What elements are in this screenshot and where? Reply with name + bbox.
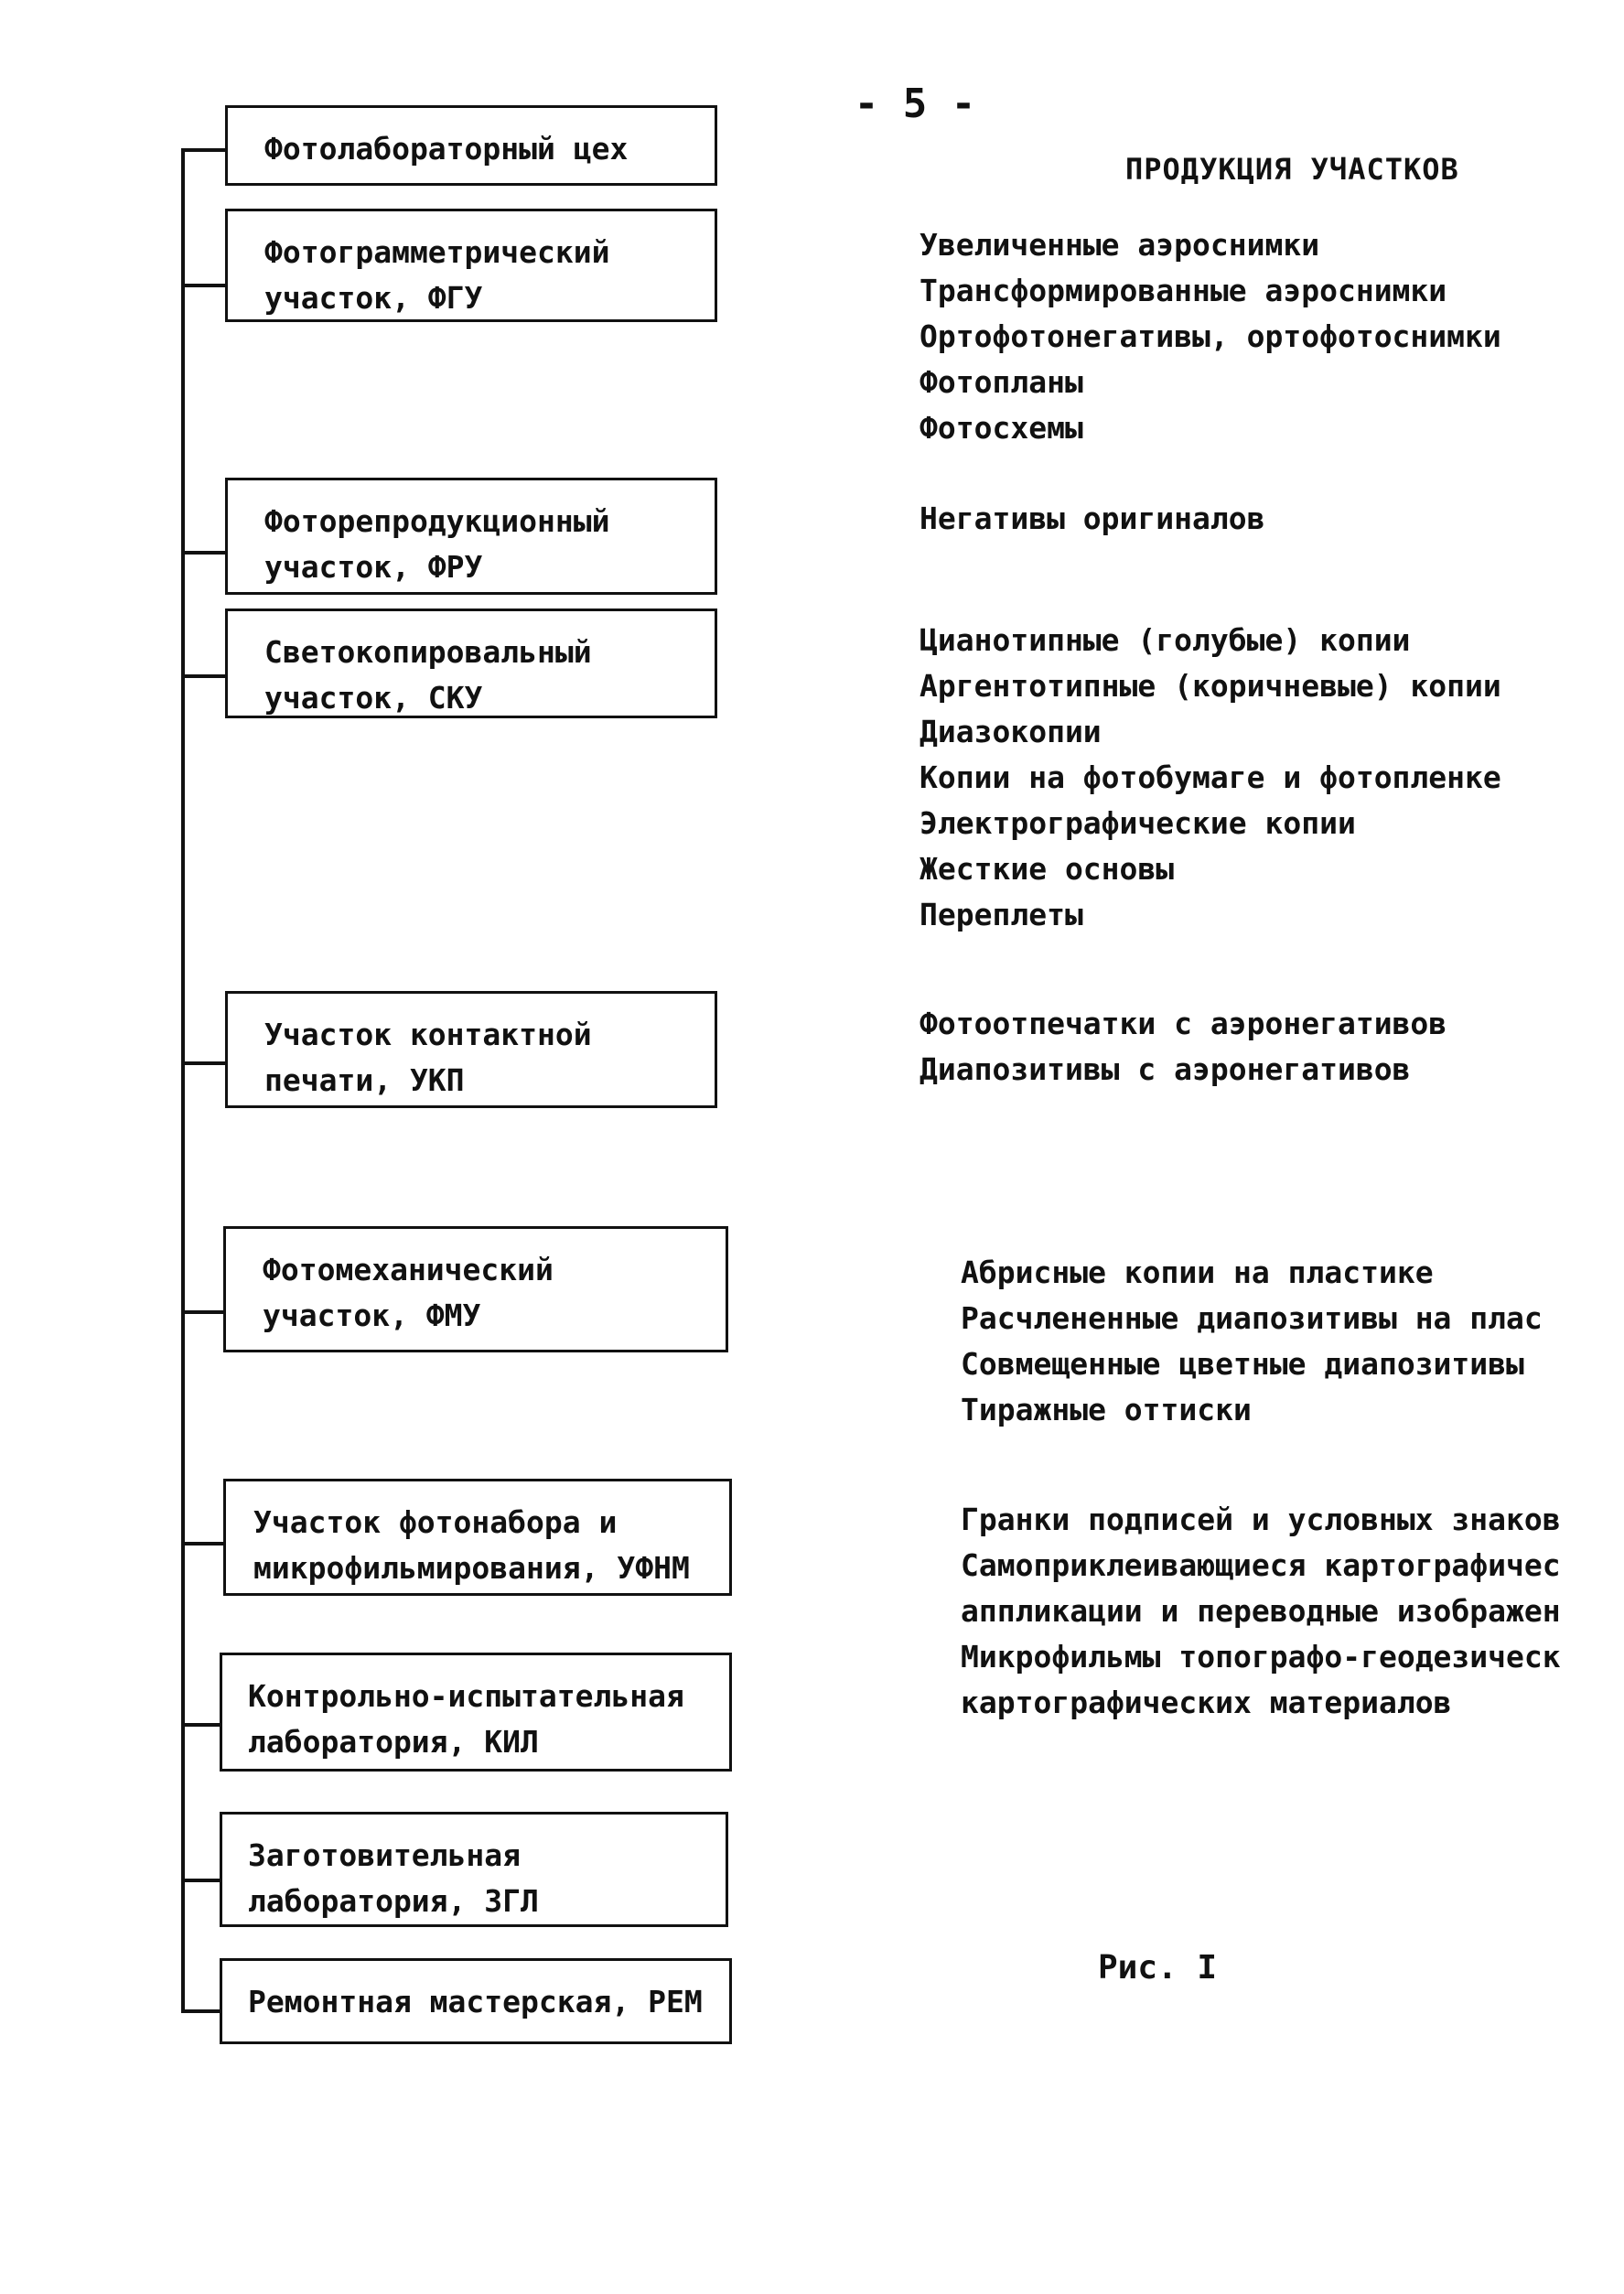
product-item: Совмещенные цветные диапозитивы <box>961 1346 1524 1382</box>
unit-name: Фотомеханический <box>263 1252 554 1287</box>
unit-name: печати, УКП <box>264 1062 465 1098</box>
product-item: Фотопланы <box>920 364 1083 400</box>
product-item: Жесткие основы <box>920 851 1175 887</box>
products-fru <box>920 496 1265 542</box>
connector <box>181 148 227 152</box>
figure-caption: Рис. I <box>1098 1949 1218 1987</box>
products-ukp <box>920 1001 1447 1093</box>
connector <box>181 674 227 678</box>
product-item: Цианотипные (голубые) копии <box>920 622 1411 658</box>
unit-box-zgl <box>220 1812 728 1927</box>
unit-name: Контрольно-испытательная <box>248 1678 684 1714</box>
unit-box-ukp <box>225 991 717 1108</box>
page-number: - 5 - <box>854 81 976 127</box>
products-heading: ПРОДУКЦИЯ УЧАСТКОВ <box>1125 152 1459 187</box>
unit-name: лаборатория, ЗГЛ <box>248 1883 539 1919</box>
product-item: Тиражные оттиски <box>961 1392 1252 1427</box>
unit-name: участок, СКУ <box>264 680 483 716</box>
connector <box>181 551 227 555</box>
unit-box-rem <box>220 1958 732 2044</box>
product-item: Аргентотипные (коричневые) копии <box>920 668 1501 704</box>
unit-name: участок, ФМУ <box>263 1298 481 1333</box>
product-item: Увеличенные аэроснимки <box>920 227 1320 263</box>
product-item: Гранки подписей и условных знаков <box>961 1502 1561 1537</box>
unit-box-photolab <box>225 105 717 186</box>
product-item: Диапозитивы с аэронегативов <box>920 1051 1411 1087</box>
product-item: Негативы оригиналов <box>920 501 1265 536</box>
product-item: картографических материалов <box>961 1685 1452 1720</box>
connector <box>181 284 227 287</box>
trunk-line <box>181 148 185 2013</box>
product-item: Самоприклеивающиеся картографичес <box>961 1547 1561 1583</box>
connector <box>181 1879 223 1882</box>
products-ufnm <box>961 1497 1561 1726</box>
unit-name: Заготовительная <box>248 1837 522 1873</box>
unit-name: Светокопировальный <box>264 634 592 670</box>
product-item: Копии на фотобумаге и фотопленке <box>920 759 1501 795</box>
product-item: Абрисные копии на пластике <box>961 1255 1434 1290</box>
product-item: Расчлененные диапозитивы на плас <box>961 1300 1543 1336</box>
product-item: Микрофильмы топографо-геодезическ <box>961 1639 1561 1675</box>
product-item: Ортофотонегативы, ортофотоснимки <box>920 318 1501 354</box>
connector <box>181 1061 227 1065</box>
products-fgu <box>920 222 1501 451</box>
unit-name: Участок контактной <box>264 1017 592 1052</box>
unit-box-sku <box>225 609 717 718</box>
unit-box-kil <box>220 1653 732 1772</box>
product-item: Фотоотпечатки с аэронегативов <box>920 1006 1447 1041</box>
unit-name: участок, ФГУ <box>264 280 483 316</box>
product-item: Переплеты <box>920 897 1083 932</box>
products-fmu <box>961 1250 1543 1433</box>
unit-box-fru <box>225 478 717 595</box>
product-item: аппликации и переводные изображен <box>961 1593 1561 1629</box>
unit-name: участок, ФРУ <box>264 549 483 585</box>
unit-name: лаборатория, КИЛ <box>248 1724 539 1760</box>
product-item: Трансформированные аэроснимки <box>920 273 1447 308</box>
unit-box-ufnm <box>223 1479 732 1596</box>
unit-box-fmu <box>223 1226 728 1352</box>
unit-name: Фоторепродукционный <box>264 503 610 539</box>
product-item: Электрографические копии <box>920 805 1356 841</box>
unit-name: микрофильмирования, УФНМ <box>253 1550 690 1586</box>
connector <box>181 1723 223 1727</box>
unit-name: Фотограмметрический <box>264 234 610 270</box>
product-item: Фотосхемы <box>920 410 1083 446</box>
unit-name: Участок фотонабора и <box>253 1504 618 1540</box>
unit-box-fgu <box>225 209 717 322</box>
connector <box>181 1310 225 1314</box>
unit-name: Ремонтная мастерская, РЕМ <box>248 1984 703 2019</box>
connector <box>181 2009 223 2013</box>
products-sku <box>920 618 1501 938</box>
product-item: Диазокопии <box>920 714 1102 749</box>
unit-name: Фотолабораторный цех <box>264 131 629 167</box>
connector <box>181 1542 223 1545</box>
